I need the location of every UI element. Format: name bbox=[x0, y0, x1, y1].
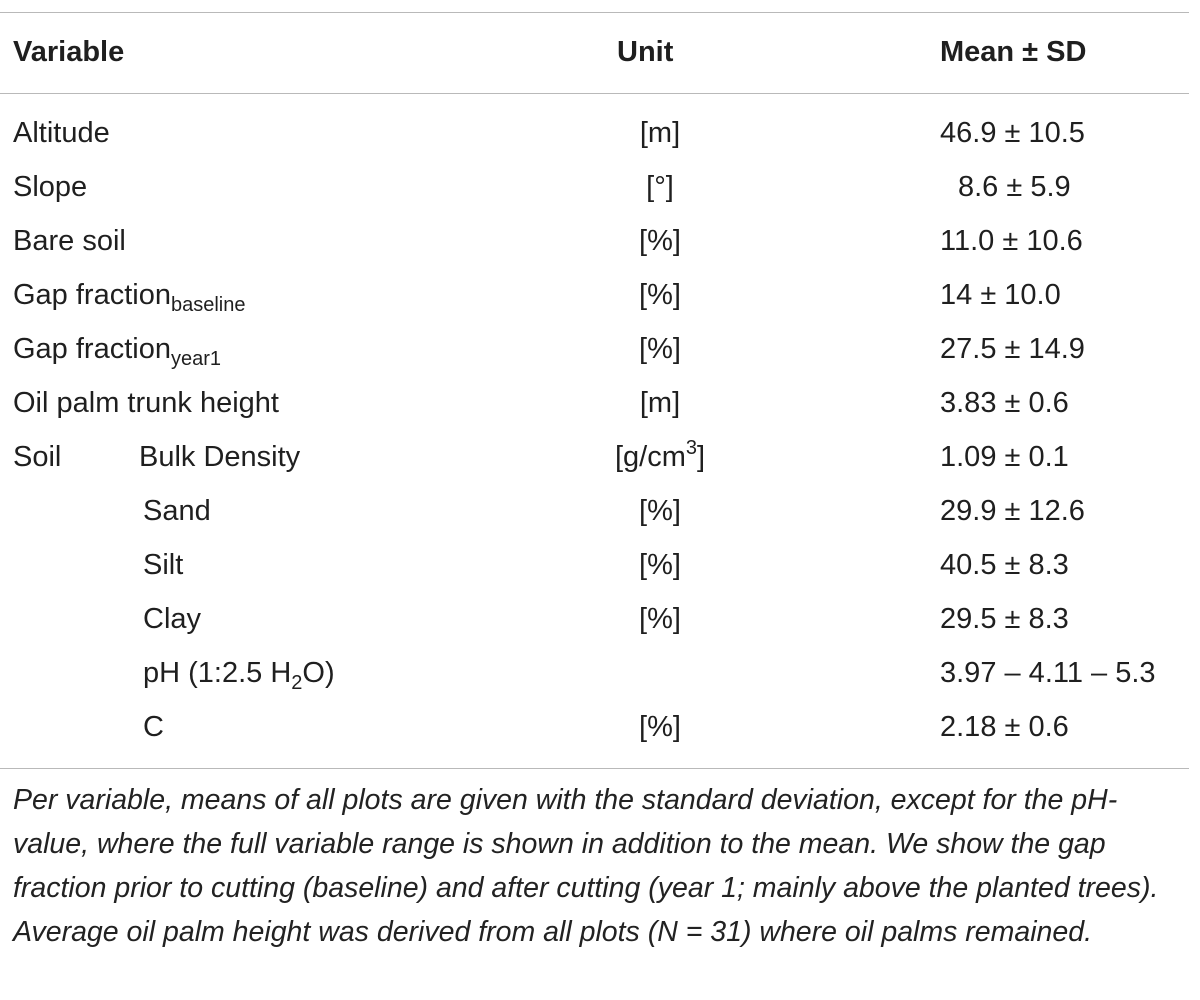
mean-cell: 3.83 ± 0.6 bbox=[940, 387, 1069, 419]
unit-cell: [m] bbox=[639, 387, 681, 419]
variable-cell: Clay bbox=[143, 603, 202, 635]
table-row bbox=[0, 106, 1200, 160]
table-row bbox=[0, 538, 1200, 592]
group-cell: Soil bbox=[13, 441, 62, 473]
unit-cell: [°] bbox=[646, 171, 674, 203]
unit-superscript: 3 bbox=[685, 437, 697, 459]
mean-cell: 14 ± 10.0 bbox=[940, 279, 1061, 311]
table-row bbox=[0, 160, 1200, 214]
variable-cell: Oil palm trunk height bbox=[13, 387, 279, 419]
table-top-rule bbox=[0, 12, 1189, 13]
unit-cell bbox=[560, 430, 760, 484]
table-row bbox=[0, 268, 1200, 322]
table-header-row bbox=[0, 28, 1200, 78]
variable-cell: Bulk Density bbox=[139, 441, 301, 473]
unit-cell: [%] bbox=[639, 333, 681, 365]
table-bottom-rule bbox=[0, 768, 1189, 769]
mean-cell: 29.9 ± 12.6 bbox=[940, 495, 1085, 527]
unit-cell: [%] bbox=[639, 225, 681, 257]
mean-cell: 2.18 ± 0.6 bbox=[940, 711, 1069, 743]
table-row bbox=[0, 322, 1200, 376]
table-row bbox=[0, 376, 1200, 430]
variable-cell: Slope bbox=[13, 171, 88, 203]
variable-text: Gap fraction bbox=[13, 279, 171, 311]
unit-cell: [%] bbox=[639, 603, 681, 635]
mean-cell: 1.09 ± 0.1 bbox=[940, 441, 1069, 473]
table-row bbox=[0, 592, 1200, 646]
variable-subscript: 2 bbox=[291, 672, 303, 694]
mean-cell: 40.5 ± 8.3 bbox=[940, 549, 1069, 581]
unit-text: [g/cm bbox=[614, 441, 686, 473]
variable-text: pH (1:2.5 H bbox=[143, 657, 292, 689]
unit-cell: [%] bbox=[639, 549, 681, 581]
table-header-rule bbox=[0, 93, 1189, 94]
unit-cell: [%] bbox=[639, 495, 681, 527]
variable-subscript: year1 bbox=[170, 348, 222, 370]
unit-cell: [%] bbox=[639, 279, 681, 311]
variable-text-end: O) bbox=[302, 657, 335, 689]
variable-cell: Altitude bbox=[13, 117, 110, 149]
mean-cell: 29.5 ± 8.3 bbox=[940, 603, 1069, 635]
variable-cell: Sand bbox=[143, 495, 211, 527]
table-caption: Per variable, means of all plots are given with the standard deviation, except for the pH-value, where the full variable range is shown in addition to the mean. We show the gap fraction prior to cutting (baseline) and after cutting (year 1; mainly above the planted trees). Average oil palm height was derived from all plots (N = 31) where oil palms remained. bbox=[13, 784, 1159, 948]
unit-cell: [m] bbox=[639, 117, 681, 149]
mean-cell: 8.6 ± 5.9 bbox=[958, 171, 1071, 203]
mean-cell: 27.5 ± 14.9 bbox=[940, 333, 1085, 365]
table-row bbox=[0, 430, 1200, 484]
variable-text: Gap fraction bbox=[13, 333, 171, 365]
variable-cell: C bbox=[143, 711, 164, 743]
variable-cell: Silt bbox=[143, 549, 184, 581]
header-mean-sd: Mean ± SD bbox=[940, 36, 1087, 68]
table-row bbox=[0, 214, 1200, 268]
table-row bbox=[0, 646, 1200, 700]
mean-cell: 46.9 ± 10.5 bbox=[940, 117, 1085, 149]
variable-cell: Bare soil bbox=[13, 225, 126, 257]
mean-cell: 3.97 – 4.11 – 5.3 bbox=[940, 657, 1156, 689]
unit-cell: [%] bbox=[639, 711, 681, 743]
variable-cell bbox=[143, 646, 335, 700]
variable-subscript: baseline bbox=[170, 294, 246, 316]
header-variable: Variable bbox=[13, 36, 125, 68]
table-row bbox=[0, 484, 1200, 538]
mean-cell: 11.0 ± 10.6 bbox=[940, 225, 1083, 257]
header-unit: Unit bbox=[617, 36, 674, 68]
variable-cell bbox=[13, 268, 246, 322]
unit-text-end: ] bbox=[696, 441, 706, 473]
table-row bbox=[0, 700, 1200, 754]
variable-cell bbox=[13, 322, 221, 376]
